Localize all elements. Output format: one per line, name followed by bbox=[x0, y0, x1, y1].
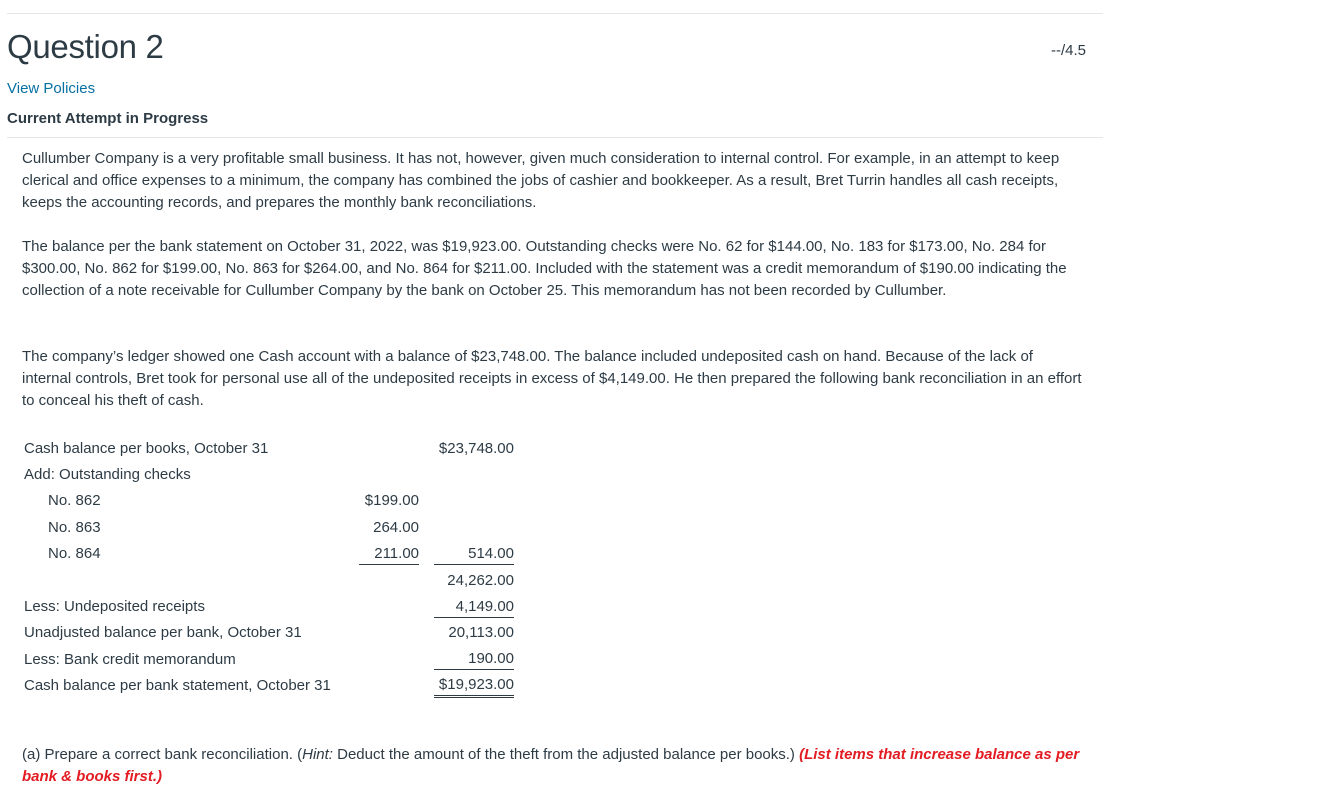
header-divider bbox=[7, 137, 1103, 138]
row-amount-2: $23,748.00 bbox=[438, 439, 514, 457]
row-label: Cash balance per bank statement, October 31 bbox=[24, 677, 331, 695]
table-row bbox=[22, 673, 514, 699]
attempt-status: Current Attempt in Progress bbox=[7, 110, 209, 127]
row-label: Less: Undeposited receipts bbox=[24, 598, 205, 616]
row-amount-2 bbox=[434, 488, 514, 514]
table-row bbox=[22, 514, 514, 540]
hint-text: Deduct the amount of the theft from the adjusted balance per books.) bbox=[332, 746, 800, 763]
question-score: --/4.5 bbox=[1050, 42, 1086, 59]
row-amount-1 bbox=[359, 620, 419, 646]
table-row bbox=[22, 567, 514, 593]
problem-paragraph-2: The balance per the bank statement on October 31, 2022, was $19,923.00. Outstanding checks were No. 62 for $144.00, No. 183 for $173.00, No. 284 for $300.00, No. 862 for $199.00, No. 863 for $264.00, and No. 864 for $211.00. Included with the statement was a credit memorandum of $190.00 indicating the collection of a note receivable for Cullumber Company by the bank on October 25. This memorandum has not been recorded by Cullumber. bbox=[22, 238, 1067, 299]
part-a-instruction: (List items that increase balance as per bank & books first.) bbox=[22, 746, 1080, 785]
problem-paragraph-1: Cullumber Company is a very profitable small business. It has not, however, given much consideration to internal control. For example, in an attempt to keep clerical and office expenses to a minimum, the company has combined the jobs of cashier and bookkeeper. As a result, Bret Turrin handles all cash receipts, keeps the accounting records, and prepares the monthly bank reconciliations. bbox=[22, 150, 1060, 211]
row-label: Unadjusted balance per bank, October 31 bbox=[24, 624, 302, 642]
row-amount-2: 20,113.00 bbox=[448, 624, 514, 642]
table-row bbox=[22, 620, 514, 646]
row-amount-2: 514.00 bbox=[434, 541, 514, 567]
row-amount-1 bbox=[359, 461, 419, 487]
row-label: No. 863 bbox=[48, 518, 101, 536]
row-amount-2: 24,262.00 bbox=[447, 571, 514, 589]
row-amount-1 bbox=[359, 673, 419, 699]
part-a-prompt bbox=[22, 744, 1092, 788]
row-amount-2 bbox=[434, 514, 514, 540]
row-amount-1: 211.00 bbox=[359, 541, 419, 567]
row-label: Less: Bank credit memorandum bbox=[24, 650, 236, 668]
row-amount-2 bbox=[434, 461, 514, 487]
row-amount-1 bbox=[359, 646, 419, 672]
row-amount-2: 4,149.00 bbox=[434, 593, 514, 619]
view-policies-link[interactable]: View Policies bbox=[7, 80, 96, 97]
row-label: No. 864 bbox=[48, 545, 101, 563]
row-label: Cash balance per books, October 31 bbox=[24, 439, 269, 457]
part-a-lead: (a) Prepare a correct bank reconciliation. ( bbox=[22, 746, 303, 763]
row-amount-2: $19,923.00 bbox=[434, 673, 514, 699]
table-row bbox=[22, 435, 514, 461]
table-row bbox=[22, 593, 514, 619]
question-title: Question 2 bbox=[7, 28, 164, 65]
row-label bbox=[22, 567, 359, 593]
row-amount-1: $199.00 bbox=[364, 492, 419, 510]
row-amount-1 bbox=[359, 567, 419, 593]
hint-label: Hint: bbox=[302, 746, 333, 763]
problem-paragraph-3: The company’s ledger showed one Cash account with a balance of $23,748.00. The balance included undeposited cash on hand. Because of the lack of internal controls, Bret took for personal use all of the undeposited receipts in excess of $4,149.00. He then prepared the following bank reconciliation in an effort to conceal his theft of cash. bbox=[22, 348, 1082, 409]
table-row bbox=[22, 461, 514, 487]
row-amount-1 bbox=[359, 435, 419, 461]
top-divider bbox=[7, 13, 1103, 14]
table-row bbox=[22, 541, 514, 567]
row-amount-1: 264.00 bbox=[373, 518, 419, 536]
table-row bbox=[22, 488, 514, 514]
row-label: No. 862 bbox=[48, 492, 101, 510]
row-amount-2: 190.00 bbox=[434, 646, 514, 672]
row-label: Add: Outstanding checks bbox=[24, 466, 191, 484]
row-amount-1 bbox=[359, 593, 419, 619]
bank-reconciliation-table bbox=[22, 435, 514, 699]
table-row bbox=[22, 646, 514, 672]
